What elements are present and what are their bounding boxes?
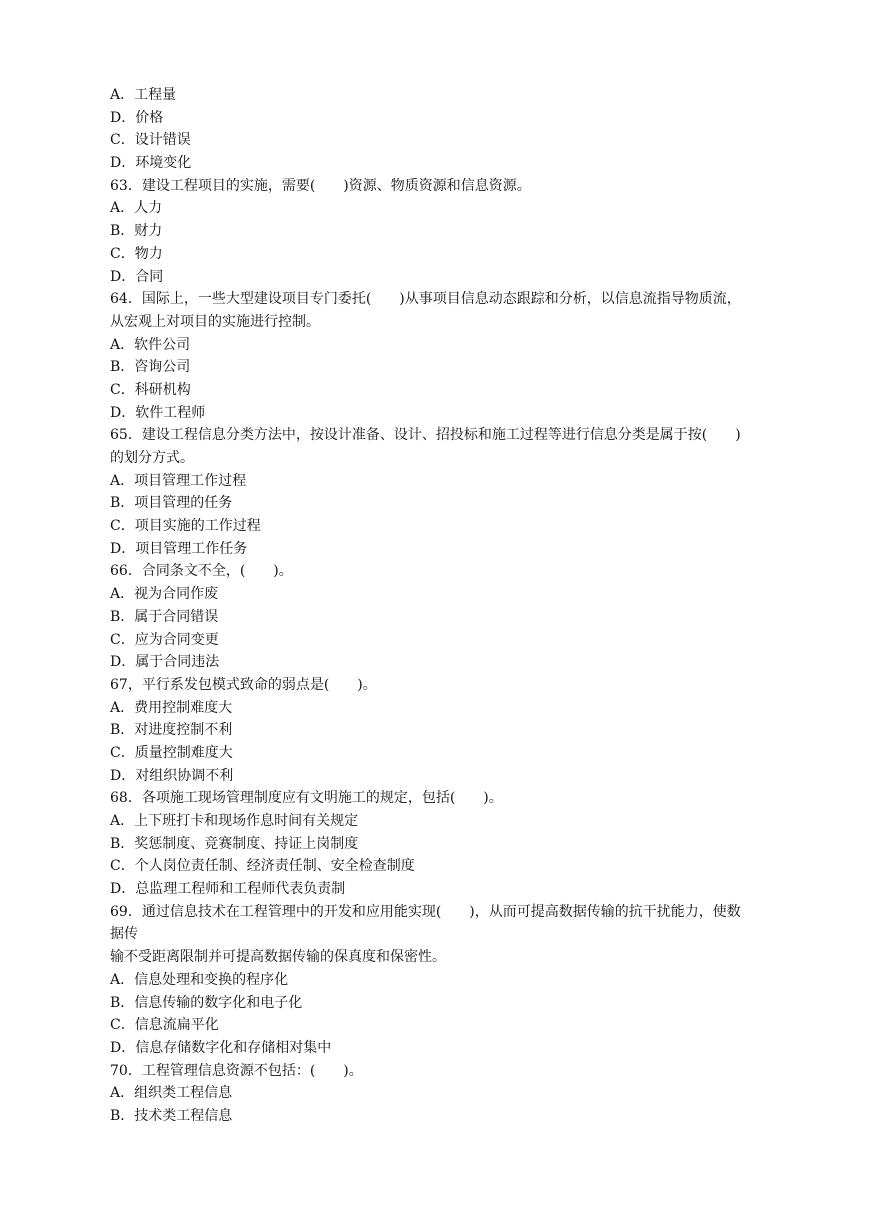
option-line: C．设计错误 — [110, 132, 191, 149]
option-line: B．财力 — [110, 223, 163, 240]
option-line: A．上下班打卡和现场作息时间有关规定 — [110, 813, 359, 829]
option-line: D．项目管理工作任务 — [110, 540, 248, 557]
question-66: 66．合同条文不全，( )。 — [110, 563, 293, 580]
option-line: D．信息存储数字化和存储相对集中 — [110, 1039, 332, 1056]
question-70: 70．工程管理信息资源不包括：( )。 — [110, 1062, 363, 1079]
option-line: D．属于合同违法 — [110, 654, 220, 671]
question-69-continued: 据传 — [110, 926, 138, 943]
option-line: A．费用控制难度大 — [110, 699, 233, 716]
question-63: 63．建设工程项目的实施，需要( )资源、物质资源和信息资源。 — [110, 177, 531, 194]
option-line: C．科研机构 — [110, 381, 191, 398]
option-line: C．质量控制难度大 — [110, 744, 233, 761]
option-line: C．应为合同变更 — [110, 631, 219, 648]
question-67: 67，平行系发包模式致命的弱点是( )。 — [110, 676, 377, 693]
option-line: A．视为合同作废 — [110, 586, 219, 603]
option-line: D．价格 — [110, 109, 164, 126]
question-65: 65．建设工程信息分类方法中，按设计准备、设计、招投标和施工过程等进行信息分类是属于按( ) — [110, 427, 741, 444]
option-line: A．软件公司 — [110, 336, 191, 353]
option-line: B．奖惩制度、竞赛制度、持证上岗制度 — [110, 835, 359, 852]
question-69-continued: 输不受距离限制并可提高数据传输的保真度和保密性。 — [110, 949, 446, 966]
option-line: C．项目实施的工作过程 — [110, 518, 261, 535]
option-line: B．信息传输的数字化和电子化 — [110, 994, 303, 1011]
option-line: D．合同 — [110, 268, 164, 285]
option-line: B．对进度控制不利 — [110, 722, 233, 739]
option-line: C．物力 — [110, 245, 163, 262]
question-65-continued: 的划分方式。 — [110, 450, 194, 466]
option-line: D．环境变化 — [110, 155, 192, 172]
option-line: D．对组织协调不利 — [110, 767, 234, 784]
document-page — [110, 84, 800, 1128]
question-68: 68．各项施工现场管理制度应有文明施工的规定，包括( )。 — [110, 790, 503, 807]
option-line: B．咨询公司 — [110, 359, 191, 376]
question-64-continued: 从宏观上对项目的实施进行控制。 — [110, 313, 320, 330]
option-line: D．软件工程师 — [110, 404, 206, 421]
option-line: A．项目管理工作过程 — [110, 472, 247, 489]
option-line: B．属于合同错误 — [110, 608, 219, 625]
question-69: 69．通过信息技术在工程管理中的开发和应用能实现( )，从而可提高数据传输的抗干扰能力，使数 — [110, 903, 741, 920]
option-line: B．项目管理的任务 — [110, 495, 233, 512]
question-64: 64．国际上，一些大型建设项目专门委托( )从事项目信息动态跟踪和分析，以信息流指导物质流， — [110, 291, 741, 308]
option-line: C．信息流扁平化 — [110, 1017, 219, 1034]
option-line: A．组织类工程信息 — [110, 1085, 233, 1102]
option-line: D．总监理工程师和工程师代表负责制 — [110, 881, 346, 898]
option-line: A．工程量 — [110, 87, 177, 103]
option-line: A．人力 — [110, 200, 163, 217]
option-line: A．信息处理和变换的程序化 — [110, 971, 289, 988]
option-line: B．技术类工程信息 — [110, 1107, 233, 1124]
option-line: C．个人岗位责任制、经济责任制、安全检查制度 — [110, 858, 415, 875]
